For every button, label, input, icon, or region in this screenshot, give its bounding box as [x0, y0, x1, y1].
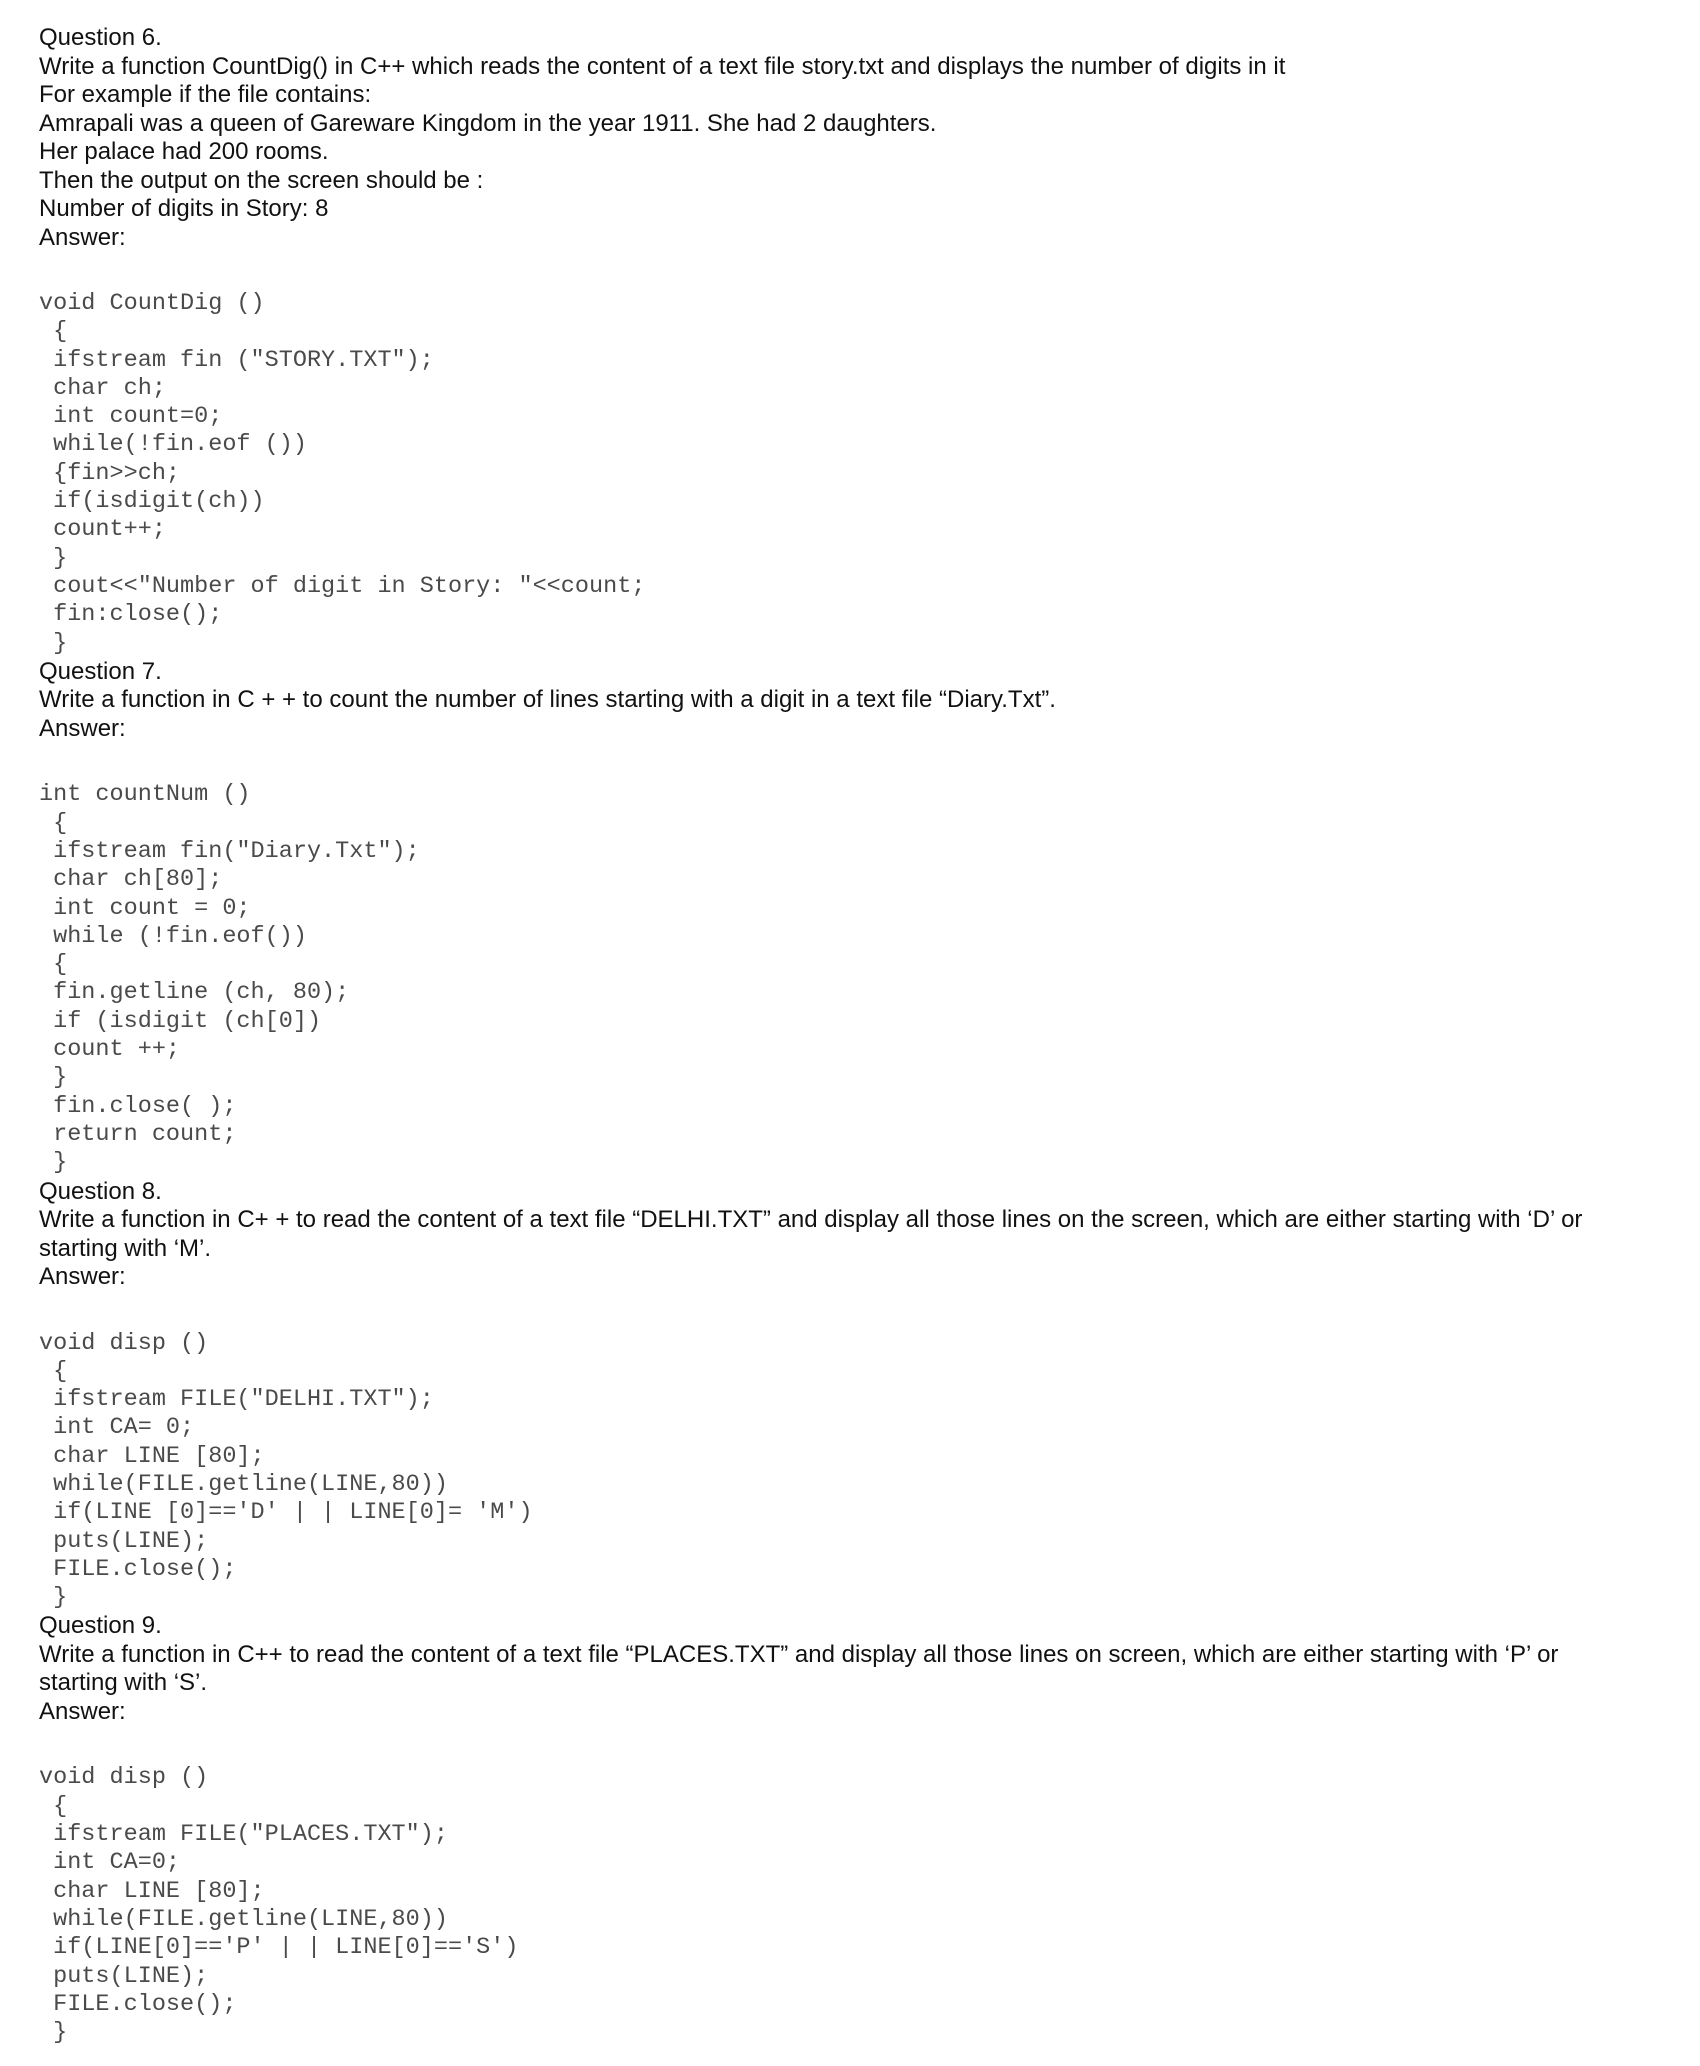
answer-label: Answer:	[39, 1263, 126, 1291]
question-title: Question 7.	[39, 657, 162, 685]
code-line: while (!fin.eof())	[39, 922, 307, 950]
code-line: int CA= 0;	[39, 1414, 195, 1442]
code-line: char ch[80];	[39, 866, 223, 894]
code-line: }	[39, 1149, 68, 1177]
answer-label: Answer:	[39, 223, 126, 251]
answer-label: Answer:	[39, 714, 126, 742]
question-8-text	[39, 1178, 1669, 1292]
question-prompt: Write a function in C+ + to read the content of a text file “DELHI.TXT” and display all those lines on the screen, which are either starting with ‘D’ or	[39, 1206, 1583, 1234]
code-line: if(isdigit(ch))	[39, 488, 265, 516]
code-line: {	[39, 809, 68, 837]
code-line: fin:close();	[39, 601, 223, 629]
question-prompt: Then the output on the screen should be :	[39, 166, 484, 194]
code-line: count++;	[39, 516, 166, 544]
code-line: int count=0;	[39, 403, 223, 431]
question-prompt: Write a function in C + + to count the number of lines starting with a digit in a text file “Diary.Txt”.	[39, 686, 1056, 714]
code-line: cout<<"Number of digit in Story: "<<count;	[39, 572, 646, 600]
code-line: }	[39, 544, 68, 572]
code-line: {	[39, 318, 68, 346]
code-line: {	[39, 1792, 68, 1820]
code-line: }	[39, 629, 68, 657]
code-line: }	[39, 1584, 68, 1612]
code-line: }	[39, 1064, 68, 1092]
question-6-text	[39, 24, 1669, 252]
question-title: Question 6.	[39, 24, 162, 51]
code-line: }	[39, 2019, 68, 2047]
question-prompt: Number of digits in Story: 8	[39, 195, 329, 222]
question-7-text	[39, 658, 1669, 744]
question-prompt: Write a function CountDig() in C++ which reads the content of a text file story.txt and displays the number of digits in it	[39, 52, 1286, 80]
code-line: void disp ()	[39, 1764, 209, 1792]
code-line: int countNum ()	[39, 781, 251, 809]
question-prompt: Amrapali was a queen of Gareware Kingdom in the year 1911. She had 2 daughters.	[39, 109, 937, 137]
code-block	[39, 1330, 1669, 1613]
question-8	[39, 1178, 1669, 1613]
code-line: puts(LINE);	[39, 1527, 209, 1555]
code-line: while(FILE.getline(LINE,80))	[39, 1905, 448, 1933]
question-prompt: For example if the file contains:	[39, 81, 372, 108]
code-line: FILE.close();	[39, 1555, 237, 1583]
question-6	[39, 24, 1669, 658]
question-prompt: Write a function in C++ to read the content of a text file “PLACES.TXT” and display all those lines on screen, which are either starting with ‘P’ or	[39, 1640, 1559, 1668]
code-block	[39, 290, 1669, 658]
code-line: char ch;	[39, 374, 166, 402]
code-line: ifstream FILE("DELHI.TXT");	[39, 1386, 434, 1414]
code-line: int CA=0;	[39, 1849, 181, 1877]
code-block	[39, 1764, 1669, 2047]
answer-label: Answer:	[39, 1697, 126, 1725]
code-line: char LINE [80];	[39, 1442, 265, 1470]
code-line: fin.close( );	[39, 1092, 237, 1120]
code-line: return count;	[39, 1120, 237, 1148]
question-7	[39, 658, 1669, 1178]
code-line: count ++;	[39, 1036, 181, 1064]
code-line: if (isdigit (ch[0])	[39, 1007, 322, 1035]
question-9	[39, 1612, 1669, 2047]
question-prompt: starting with ‘M’.	[39, 1234, 212, 1262]
code-line: void CountDig ()	[39, 290, 265, 317]
code-line: fin.getline (ch, 80);	[39, 979, 350, 1007]
code-line: ifstream FILE("PLACES.TXT");	[39, 1821, 448, 1849]
code-line: while(FILE.getline(LINE,80))	[39, 1471, 448, 1498]
code-line: FILE.close();	[39, 1990, 237, 2018]
question-prompt: Her palace had 200 rooms.	[39, 138, 329, 165]
code-line: char LINE [80];	[39, 1877, 265, 1905]
question-title: Question 8.	[39, 1177, 162, 1205]
document-page	[39, 24, 1669, 2047]
code-line: void disp ()	[39, 1329, 209, 1357]
question-prompt: starting with ‘S’.	[39, 1669, 208, 1697]
code-line: ifstream fin ("STORY.TXT");	[39, 346, 434, 374]
code-line: puts(LINE);	[39, 1962, 209, 1990]
code-line: {	[39, 1357, 68, 1385]
question-title: Question 9.	[39, 1612, 162, 1640]
code-line: if(LINE[0]=='P' | | LINE[0]=='S')	[39, 1934, 519, 1962]
code-line: while(!fin.eof ())	[39, 431, 307, 459]
code-line: int count = 0;	[39, 894, 251, 922]
code-block	[39, 781, 1669, 1177]
code-line: if(LINE [0]=='D' | | LINE[0]= 'M')	[39, 1499, 533, 1527]
question-9-text	[39, 1612, 1669, 1726]
code-line: ifstream fin("Diary.Txt");	[39, 837, 420, 865]
code-line: {fin>>ch;	[39, 459, 181, 487]
code-line: {	[39, 951, 68, 979]
